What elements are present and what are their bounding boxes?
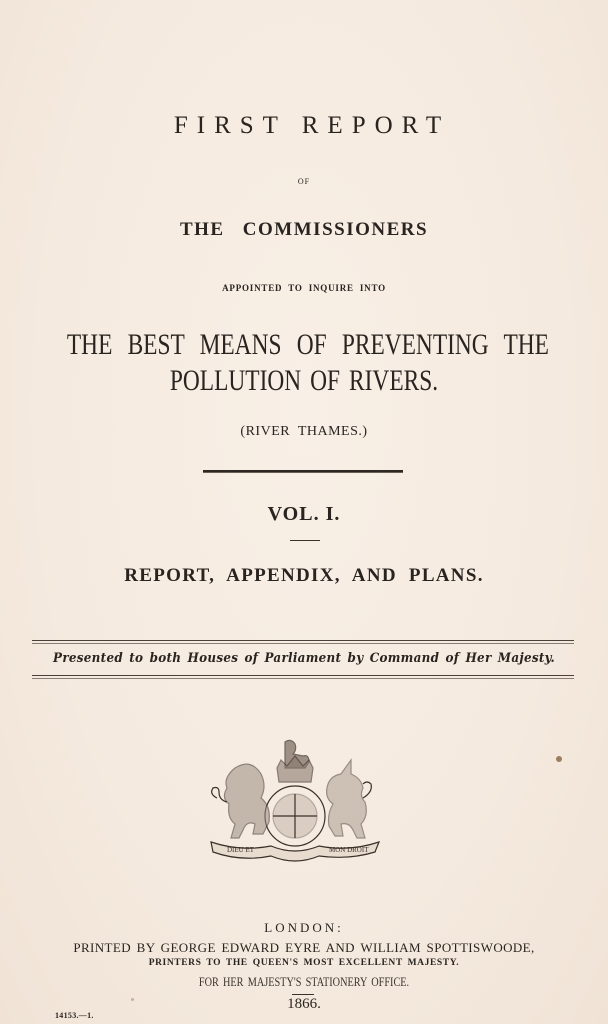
appointed-text: APPOINTED TO INQUIRE INTO — [222, 283, 386, 293]
presented-line: Presented to both Houses of Parliament by Command of Her Majesty. — [53, 651, 555, 666]
presented-rule-top-1 — [32, 640, 574, 641]
imprint-stationery-office: FOR HER MAJESTY'S STATIONERY OFFICE. — [198, 975, 410, 989]
contents-heading: REPORT, APPENDIX, AND PLANS. — [124, 565, 484, 586]
volume-divider — [290, 540, 320, 541]
catalog-number: 14153.—1. — [55, 1011, 94, 1020]
subject-line-2: POLLUTION OF RIVERS. — [169, 364, 439, 397]
presented-rule-bottom-2 — [32, 678, 574, 679]
river-subtitle: (RIVER THAMES.) — [240, 424, 368, 439]
imprint-printed-by: PRINTED BY GEORGE EDWARD EYRE AND WILLIAM SPOTTISWOODE, — [73, 940, 535, 955]
svg-text:MON DROIT: MON DROIT — [329, 846, 369, 854]
of-text: OF — [297, 177, 311, 186]
imprint-city: LONDON: — [264, 920, 344, 935]
presented-rule-bottom-1 — [32, 675, 574, 676]
section-divider — [203, 470, 403, 473]
volume-label: VOL. I. — [267, 503, 341, 525]
svg-text:DIEU ET: DIEU ET — [227, 846, 255, 854]
commissioners-heading: THE COMMISSIONERS — [179, 219, 429, 240]
year-divider — [292, 994, 314, 995]
presented-rule-top-2 — [32, 643, 574, 644]
foxing-spot — [556, 756, 562, 762]
royal-coat-of-arms-icon — [205, 738, 385, 862]
report-title: FIRST REPORT — [173, 112, 451, 139]
imprint-printers-to: PRINTERS TO THE QUEEN'S MOST EXCELLENT MAJESTY. — [148, 958, 460, 968]
publication-year: 1866. — [287, 996, 321, 1012]
subject-line-1: THE BEST MEANS OF PREVENTING THE — [66, 328, 549, 361]
foxing-spot-small — [131, 998, 134, 1001]
